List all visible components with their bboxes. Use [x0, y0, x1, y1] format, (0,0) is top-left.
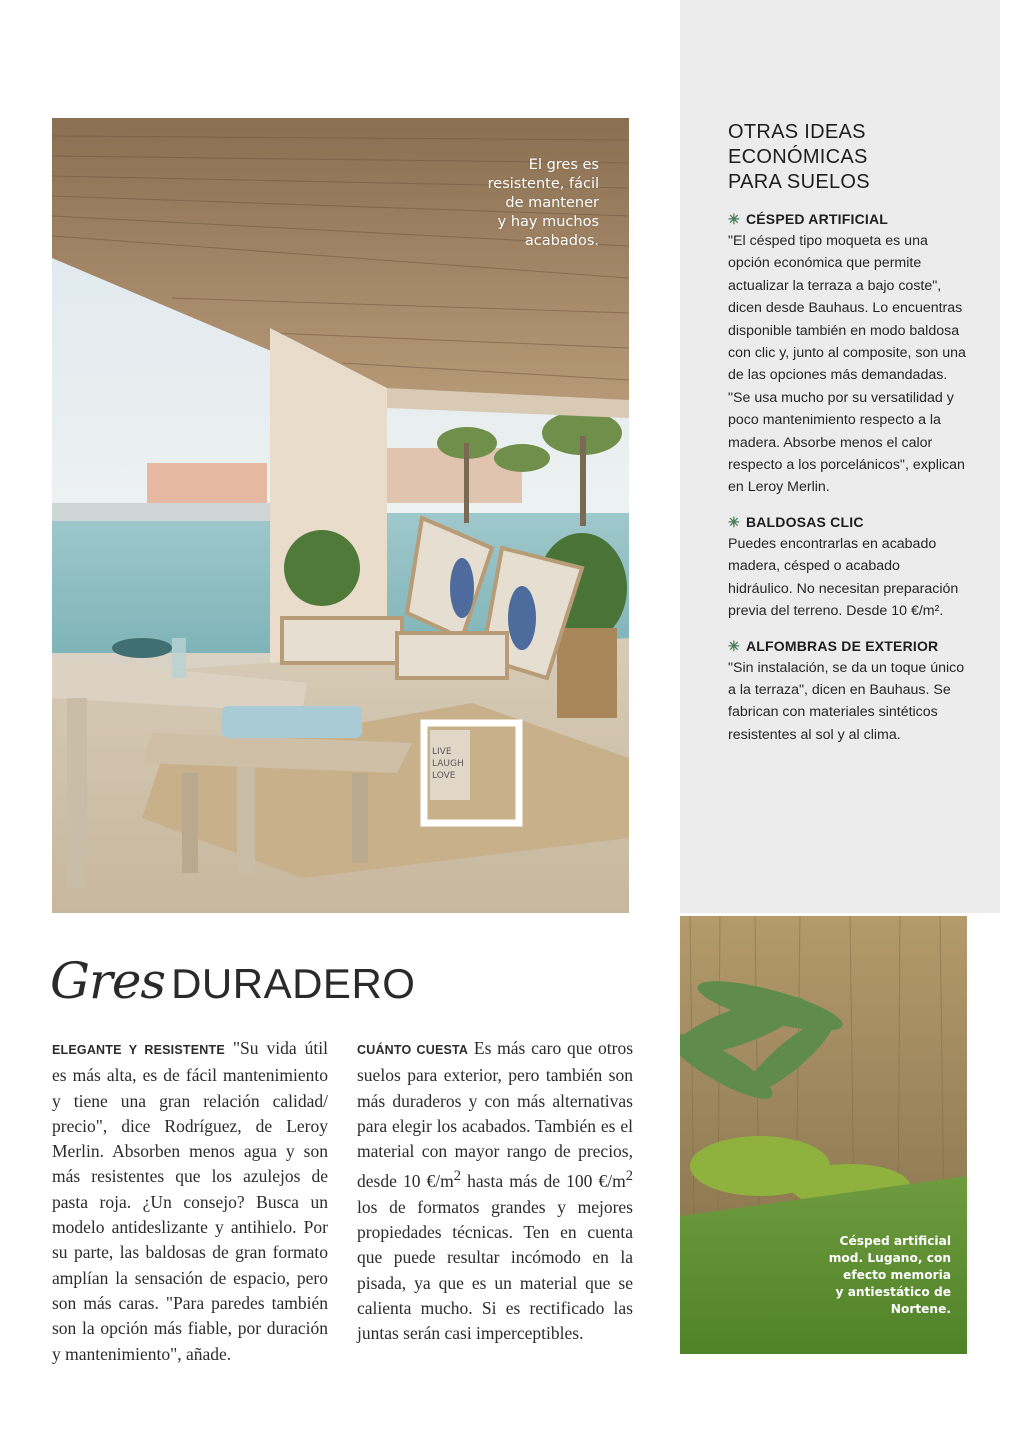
section-text: "Sin instalación, se da un toque único a la terraza", dicen en Bauhaus. Se fabrican con materiales sintéticos resistentes al sol y al clima.	[728, 659, 965, 743]
asterisk-icon: ✳	[728, 211, 740, 227]
body-column-2	[357, 1036, 633, 1346]
grass-caption-line: mod. Lugano, con	[828, 1251, 951, 1265]
article-title	[50, 952, 415, 1010]
grass-photo	[680, 916, 967, 1354]
sidebar-section-baldosas	[728, 511, 968, 623]
title-script: Gres	[50, 952, 166, 1010]
section-heading-text: BALDOSAS CLIC	[745, 513, 864, 530]
section-heading	[728, 511, 968, 533]
asterisk-icon: ✳	[728, 637, 740, 654]
photo-caption-line: resistente, fácil	[487, 176, 599, 192]
column-2-text-c: los de formatos grandes y mejores propiedades técnicas. Ten en cuenta que puede resultar incómodo en la pisada, ya que es un material que se calienta mucho. Si es rectificado las juntas serán casi imperceptibles.	[357, 1196, 633, 1344]
sidebar-box	[680, 0, 1000, 913]
asterisk-icon: ✳	[728, 513, 740, 530]
section-text: Puedes encontrarlas en acabado madera, césped o acabado hidráulico. No necesitan preparación previa del terreno. Desde 10 €/m².	[728, 535, 959, 620]
column-2-text-a: Es más caro que otros suelos para exterior, pero también son más duraderos y con más alternativas para elegir los acabados. También es el material con mayor rango de precios, desde 10 €/m	[357, 1038, 634, 1192]
section-heading	[728, 635, 968, 657]
terrace-photo	[52, 118, 629, 913]
lantern-sign-line-3: LOVE	[432, 771, 456, 781]
photo-caption-line: El gres es	[528, 157, 599, 173]
grass-caption-line: efecto memoria	[843, 1268, 951, 1282]
column-2-text-b: hasta más de 100 €/m	[461, 1171, 626, 1192]
sidebar-title	[728, 120, 978, 195]
sidebar-section-cesped	[728, 208, 968, 499]
column-1-text: "Su vida útil es más alta, es de fácil mantenimiento y tiene una gran relación calidad/ precio", dice Rodríguez, de Leroy Merlin. Absorben menos agua y son más resistentes que los azulejos de pasta roja. ¿Un consejo? Busca un modelo antideslizante y antihielo. Por su parte, las baldosas de gran formato amplían la sensación de espacio, pero son más caras. "Para paredes también son la opción más fiable, por duración y mantenimiento", añade.	[52, 1038, 328, 1364]
section-text: "El césped tipo moqueta es una opción económica que permite actualizar la terraza a bajo coste", dicen desde Bauhaus. Lo encuentras disponible también en modo baldosa con clic y, junto al composite, son una de las opciones más demandadas. "Se usa mucho por su versatilidad y poco mantenimiento respecto a la madera. Absorbe menos el calor respecto a los porcelánicos", explican en Leroy Merlin.	[728, 233, 966, 496]
photo-caption-line: y hay muchos	[497, 214, 599, 230]
sidebar-title-line: ECONÓMICAS	[728, 146, 868, 168]
column-2-lead: CUÁNTO CUESTA	[357, 1043, 469, 1057]
body-column-1	[52, 1036, 328, 1367]
photo-caption-line: de mantener	[505, 195, 599, 211]
section-heading	[728, 208, 968, 230]
superscript: 2	[453, 1168, 462, 1185]
grass-caption	[791, 1233, 951, 1318]
sidebar-sections	[728, 208, 968, 758]
superscript: 2	[625, 1168, 633, 1185]
sidebar-title-line: PARA SUELOS	[728, 171, 870, 193]
lantern-sign-line-1: LIVE	[432, 747, 452, 757]
sidebar-section-alfombras	[728, 635, 968, 747]
column-1-lead: ELEGANTE Y RESISTENTE	[52, 1043, 225, 1057]
section-heading-text: CÉSPED ARTIFICIAL	[745, 211, 889, 227]
section-heading-text: ALFOMBRAS DE EXTERIOR	[745, 637, 939, 654]
lantern-sign-line-2: LAUGH	[432, 759, 464, 769]
title-caps: DURADERO	[171, 960, 416, 1007]
sidebar-title-line: OTRAS IDEAS	[728, 121, 866, 143]
grass-caption-line: Nortene.	[890, 1302, 951, 1316]
photo-caption-line: acabados.	[524, 233, 599, 249]
photo-caption	[449, 156, 599, 251]
grass-caption-line: y antiestático de	[835, 1285, 951, 1299]
grass-caption-line: Césped artificial	[839, 1234, 951, 1248]
